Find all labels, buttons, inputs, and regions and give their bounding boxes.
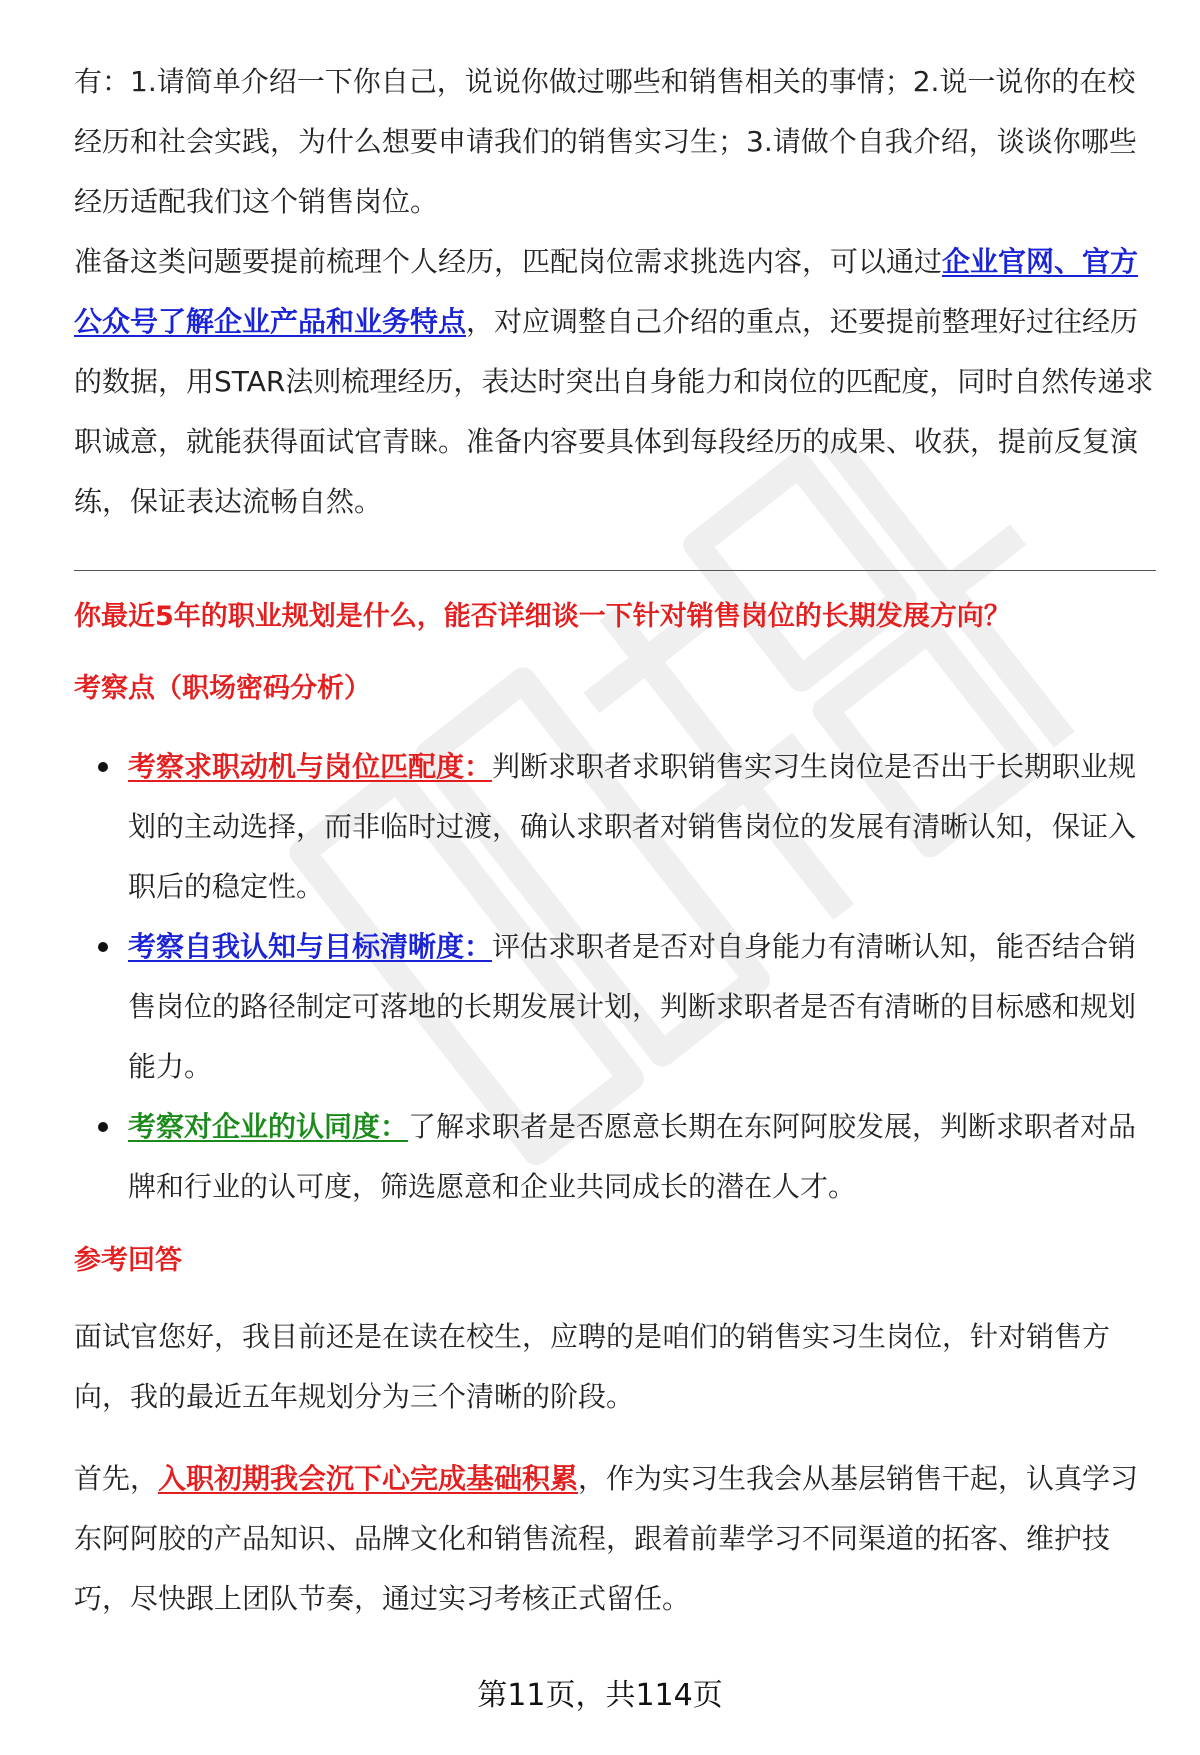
- examine-heading: 考察点（职场密码分析）: [74, 673, 371, 704]
- examine-point-text: 了解求职者是否愿意长期在东阿阿胶发展，判断求职者对品牌和行业的认可度，筛选愿意和企业共同成长的潜在人才。: [128, 1110, 1137, 1203]
- intro-paragraph-2-rest: ，对应调整自己介绍的重点，还要提前整理好过往经历的数据，用STAR法则梳理经历，表达时突出自身能力和岗位的匹配度，同时自然传递求职诚意，就能获得面试官青睐。准备内容要具体到每段经历的成果、收获，提前反复演练，保证表达流畅自然。: [74, 305, 1154, 518]
- intro-paragraph-2: [74, 232, 1156, 532]
- examine-points-list: [74, 737, 1156, 1217]
- page-number-footer: 第11页，共114页: [477, 1678, 723, 1713]
- bullet-dot-icon: [98, 1122, 108, 1132]
- section-divider: [74, 570, 1156, 571]
- answer-paragraph-2: [74, 1449, 1156, 1629]
- intro-paragraph-1: 有：1.请简单介绍一下你自己，说说你做过哪些和销售相关的事情；2.说一说你的在校经历和社会实践，为什么想要申请我们的销售实习生；3.请做个自我介绍，谈谈你哪些经历适配我们这个销售岗位。: [74, 65, 1137, 218]
- answer-highlight-link[interactable]: 入职初期我会沉下心完成基础积累: [158, 1462, 579, 1495]
- answer-paragraph-1: 面试官您好，我目前还是在读在校生，应聘的是咱们的销售实习生岗位，针对销售方向，我的最近五年规划分为三个清晰的阶段。: [74, 1320, 1111, 1413]
- answer-paragraph-2-lead: 首先，: [74, 1462, 159, 1495]
- company-research-link[interactable]: 企业官网、官方公众号了解企业产品和业务特点: [74, 245, 1139, 338]
- examine-point-company-identity: [74, 1097, 1156, 1217]
- intro-paragraph-2-lead: 准备这类问题要提前梳理个人经历，匹配岗位需求挑选内容，可以通过: [74, 245, 943, 278]
- reference-answer-heading: 参考回答: [74, 1245, 182, 1276]
- bullet-dot-icon: [98, 762, 108, 772]
- answer-paragraph-2-rest: ，作为实习生我会从基层销售干起，认真学习东阿阿胶的产品知识、品牌文化和销售流程，跟着前辈学习不同渠道的拓客、维护技巧，尽快跟上团队节奏，通过实习考核正式留任。: [74, 1462, 1139, 1615]
- examine-point-text: 评估求职者是否对自身能力有清晰认知，能否结合销售岗位的路径制定可落地的长期发展计划，判断求职者是否有清晰的目标感和规划能力。: [128, 930, 1137, 1083]
- bullet-dot-icon: [98, 942, 108, 952]
- examine-point-self-awareness: [74, 917, 1156, 1097]
- examine-point-label[interactable]: 考察求职动机与岗位匹配度：: [128, 750, 493, 783]
- examine-point-label[interactable]: 考察自我认知与目标清晰度：: [128, 930, 493, 963]
- examine-point-motivation: [74, 737, 1156, 917]
- document-content: [74, 52, 1156, 1629]
- examine-point-text: 判断求职者求职销售实习生岗位是否出于长期职业规划的主动选择，而非临时过渡，确认求职者对销售岗位的发展有清晰认知，保证入职后的稳定性。: [128, 750, 1137, 903]
- examine-point-label[interactable]: 考察对企业的认同度：: [128, 1110, 409, 1143]
- question-heading: 你最近5年的职业规划是什么，能否详细谈一下针对销售岗位的长期发展方向？: [74, 601, 1011, 632]
